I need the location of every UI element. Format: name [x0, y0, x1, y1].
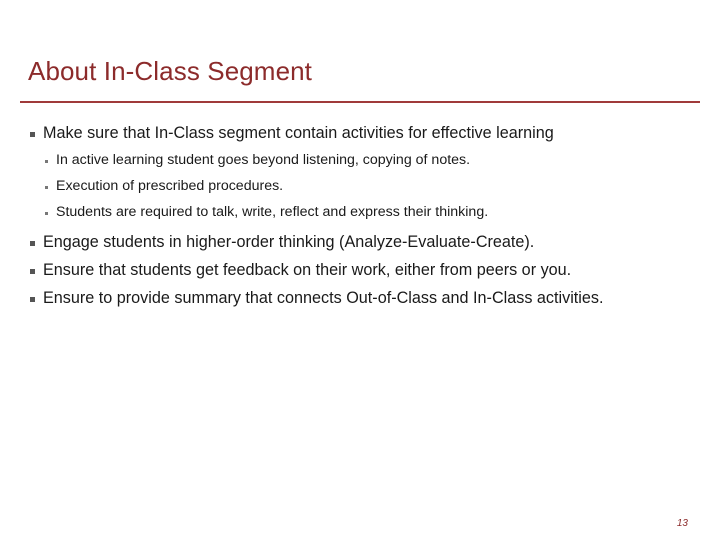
- sub-bullet-text: In active learning student goes beyond listening, copying of notes.: [56, 152, 471, 168]
- bullet-text: Ensure to provide summary that connects Out-of-Class and In-Class activities.: [43, 289, 604, 307]
- bullet-text: Engage students in higher-order thinking (Analyze-Evaluate-Create).: [43, 233, 535, 251]
- sub-bullet-text: Students are required to talk, write, reflect and express their thinking.: [56, 204, 489, 220]
- square-bullet-icon: [45, 160, 48, 163]
- square-bullet-icon: [30, 269, 35, 274]
- square-bullet-icon: [30, 132, 35, 137]
- slide-title: About In-Class Segment: [28, 56, 313, 86]
- bullet-text: Ensure that students get feedback on their work, either from peers or you.: [43, 261, 572, 279]
- bullet-text: Make sure that In-Class segment contain activities for effective learning: [43, 124, 554, 142]
- square-bullet-icon: [45, 212, 48, 215]
- page-number: 13: [676, 518, 688, 529]
- sub-bullet-text: Execution of prescribed procedures.: [56, 178, 284, 194]
- square-bullet-icon: [30, 241, 35, 246]
- square-bullet-icon: [45, 186, 48, 189]
- square-bullet-icon: [30, 297, 35, 302]
